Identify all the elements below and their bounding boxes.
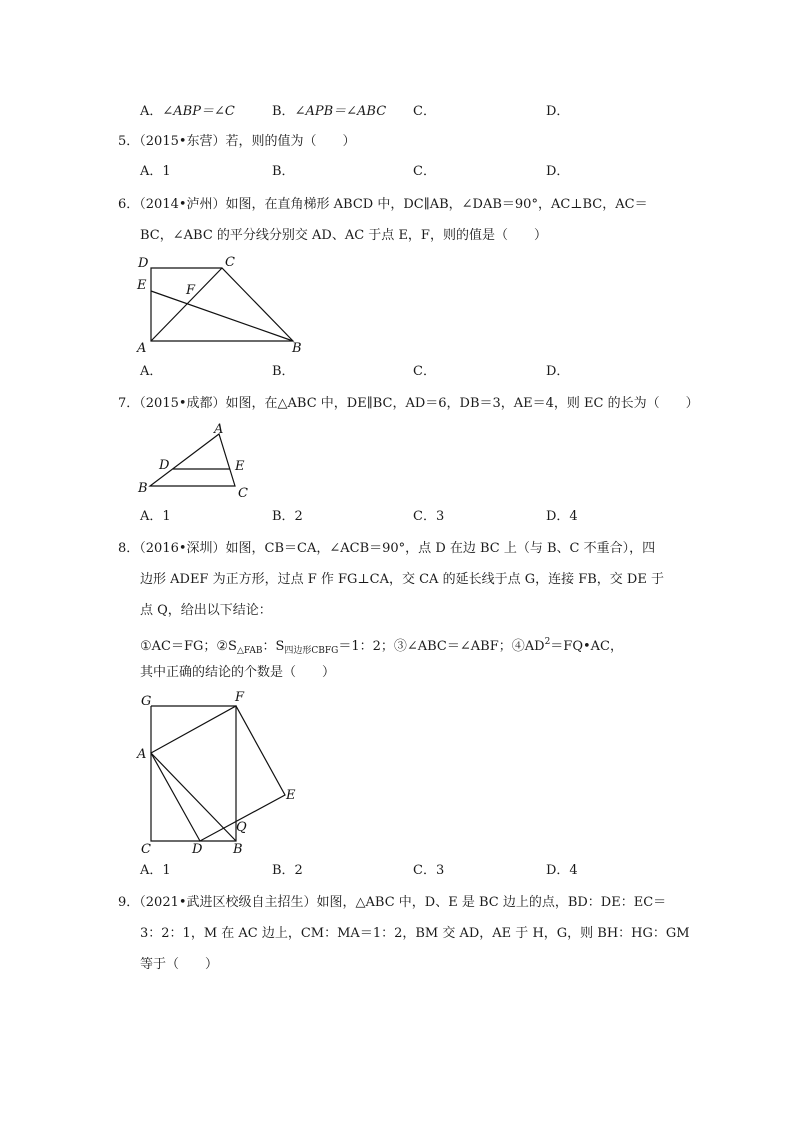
q6-label-b: B	[292, 341, 302, 356]
q6-label-c: C	[225, 255, 235, 270]
q8-stem-line-1: 8．（2016•深圳）如图，CB＝CA，∠ACB＝90°，点 D 在边 BC 上（与 B、C 不重合），四	[118, 541, 656, 556]
q8-conclusion-4-part-a: ④AD	[511, 639, 545, 654]
q6-option-b[interactable]: B．	[272, 364, 295, 379]
q9-stem-line-1: 9．（2021•武进区校级自主招生）如图，△ABC 中，D、E 是 BC 边上的点，BD：DE：EC＝	[118, 895, 667, 910]
q8-conclusion-2-sub-1: △FAB	[236, 646, 263, 656]
q7-stem: 7．（2015•成都）如图，在△ABC 中，DE∥BC，AD＝6，DB＝3，AE＝4，则 EC 的长为（ ）	[118, 396, 699, 411]
q9-stem-line-3: 等于（ ）	[140, 957, 219, 972]
q8-label-a: A	[137, 747, 147, 762]
q7-label-d: D	[159, 458, 170, 473]
q8-option-d[interactable]: D．4	[546, 863, 578, 878]
q4-option-b-prefix: B．	[272, 104, 295, 119]
q8-option-b[interactable]: B．2	[272, 863, 303, 878]
q8-conclusion-2-part-a: ②S	[216, 639, 237, 654]
q8-conclusion-4-sup: 2	[544, 637, 551, 647]
q8-label-q: Q	[236, 820, 247, 835]
q6-option-a[interactable]: A．	[140, 364, 163, 379]
q6-option-c[interactable]: C．	[413, 364, 436, 379]
q5-stem: 5．（2015•东营）若，则的值为（ ）	[118, 134, 356, 149]
q5-option-d[interactable]: D．	[546, 164, 570, 179]
q4-option-a-prefix: A．	[140, 104, 163, 119]
q8-segment-ab	[151, 753, 236, 841]
q6-stem-line-2: BC，∠ABC 的平分线分别交 AD、AC 于点 E，F，则的值是（ ）	[140, 228, 547, 243]
q8-label-f: F	[235, 690, 245, 705]
q4-option-a-text: ∠ABP＝∠C	[162, 104, 235, 119]
q8-label-b: B	[233, 842, 243, 857]
q8-stem-line-5: 其中正确的结论的个数是（ ）	[140, 665, 336, 680]
q5-option-b[interactable]: B．	[272, 164, 295, 179]
q7-label-e: E	[235, 459, 245, 474]
q7-label-b: B	[138, 481, 148, 496]
q6-label-a: A	[137, 341, 147, 356]
q9-stem-line-2: 3：2：1，M 在 AC 边上，CM：MA＝1：2，BM 交 AD，AE 于 H，G，则 BH：HG：GM	[140, 926, 690, 941]
q8-label-e: E	[286, 788, 296, 803]
q8-rectangle-cbfg	[151, 706, 236, 841]
q4-option-d[interactable]: D．	[546, 104, 570, 119]
q7-label-c: C	[238, 486, 248, 501]
q7-option-b[interactable]: B．2	[272, 509, 303, 524]
q4-option-b-text: ∠APB＝∠ABC	[294, 104, 387, 119]
q4-option-c[interactable]: C．	[413, 104, 436, 119]
q8-conclusion-3: ③∠ABC＝∠ABF；	[393, 639, 512, 654]
q5-option-c[interactable]: C．	[413, 164, 436, 179]
q8-conclusion-4-part-b: ＝FQ•AC，	[550, 639, 623, 654]
q7-option-a[interactable]: A．1	[140, 509, 171, 524]
q8-option-a[interactable]: A．1	[140, 863, 171, 878]
q7-option-c[interactable]: C．3	[413, 509, 445, 524]
q6-label-f: F	[186, 283, 196, 298]
q8-conclusion-1: ①AC＝FG；	[140, 639, 217, 654]
q7-label-a: A	[214, 422, 224, 437]
q8-label-g: G	[141, 694, 152, 709]
q8-conclusion-2-part-c: ＝1：2；	[338, 639, 394, 654]
q6-option-d[interactable]: D．	[546, 364, 570, 379]
q6-label-e: E	[137, 278, 147, 293]
q8-conclusion-2-sub-2: 四边形CBFG	[284, 646, 339, 656]
q8-label-c: C	[141, 842, 151, 857]
q8-stem-line-3: 点 Q，给出以下结论：	[140, 603, 272, 618]
q8-stem-line-2: 边形 ADEF 为正方形，过点 F 作 FG⊥CA，交 CA 的延长线于点 G，连接 FB，交 DE 于	[140, 572, 664, 587]
q6-label-d: D	[138, 256, 149, 271]
q7-option-d[interactable]: D．4	[546, 509, 578, 524]
q8-conclusion-2-part-b: ：S	[262, 639, 285, 654]
q6-stem-line-1: 6．（2014•泸州）如图，在直角梯形 ABCD 中，DC∥AB，∠DAB＝90°，AC⊥BC，AC＝	[118, 197, 648, 212]
q8-label-d: D	[192, 842, 203, 857]
q5-option-a[interactable]: A．1	[140, 164, 171, 179]
q8-option-c[interactable]: C．3	[413, 863, 445, 878]
